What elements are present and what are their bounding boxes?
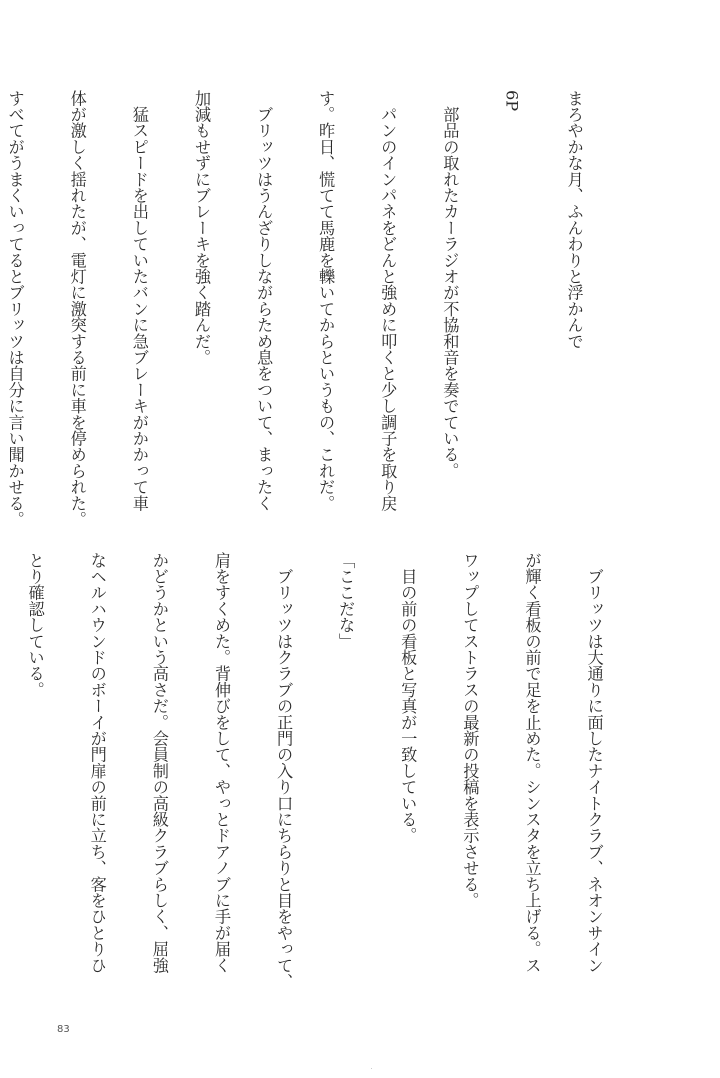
text-line: 猛スピードを出していたバンに急ブレーキがかかって車: [129, 90, 149, 512]
text-line: ブリッツはクラブの正門の入り口にちらりと目をやって、: [274, 552, 294, 990]
text-line: かどうかという高さだ。会員制の高級クラブらしく、屈強: [149, 552, 169, 974]
text-line: 部品の取れたカーラジオが不協和音を奏でている。: [440, 90, 460, 479]
text-line: 目の前の看板と写真が一致している。: [398, 552, 418, 844]
text-block-top: [0, 90, 625, 528]
text-line: が輝く看板の前で足を止めた。シンスタを立ち上げる。ス: [522, 552, 542, 974]
text-line: ワップしてストラスの最新の投稿を表示させる。: [460, 552, 480, 909]
text-line: 加減もせずにブレーキを強く踏んだ。: [191, 90, 211, 366]
scan-speck: [371, 1068, 372, 1069]
section-heading: 6P: [502, 90, 522, 112]
text-line: なヘルハウンドのボーイが門扉の前に立ち、客をひとりひ: [87, 552, 107, 974]
text-line: 肩をすくめた。背伸びをして、やっとドアノブに手が届く: [211, 552, 231, 974]
text-line: とり確認している。: [25, 552, 45, 698]
text-line: ブリッツはうんざりしながらため息をついて、まったく: [254, 90, 274, 512]
text-line: すべてがうまくいってるとブリッツは自分に言い聞かせる。: [5, 90, 25, 528]
dialogue-line: 「ここだな」: [336, 552, 356, 650]
text-line: パンのインパネをどんと強めに叩くと少し調子を取り戻: [378, 90, 398, 512]
text-block-bottom: [0, 552, 645, 990]
text-line: ブリッツは大通りに面したナイトクラブ、ネオンサイン: [584, 552, 604, 974]
text-line: まろやかな月、ふんわりと浮かんで: [564, 90, 584, 350]
text-line: す。昨日、慌てて馬鹿を轢いてからというもの、これだ。: [316, 90, 336, 512]
page-number: 83: [57, 1024, 70, 1035]
text-line: 体が激しく揺れたが、電灯に激突する前に車を停められた。: [67, 90, 87, 528]
